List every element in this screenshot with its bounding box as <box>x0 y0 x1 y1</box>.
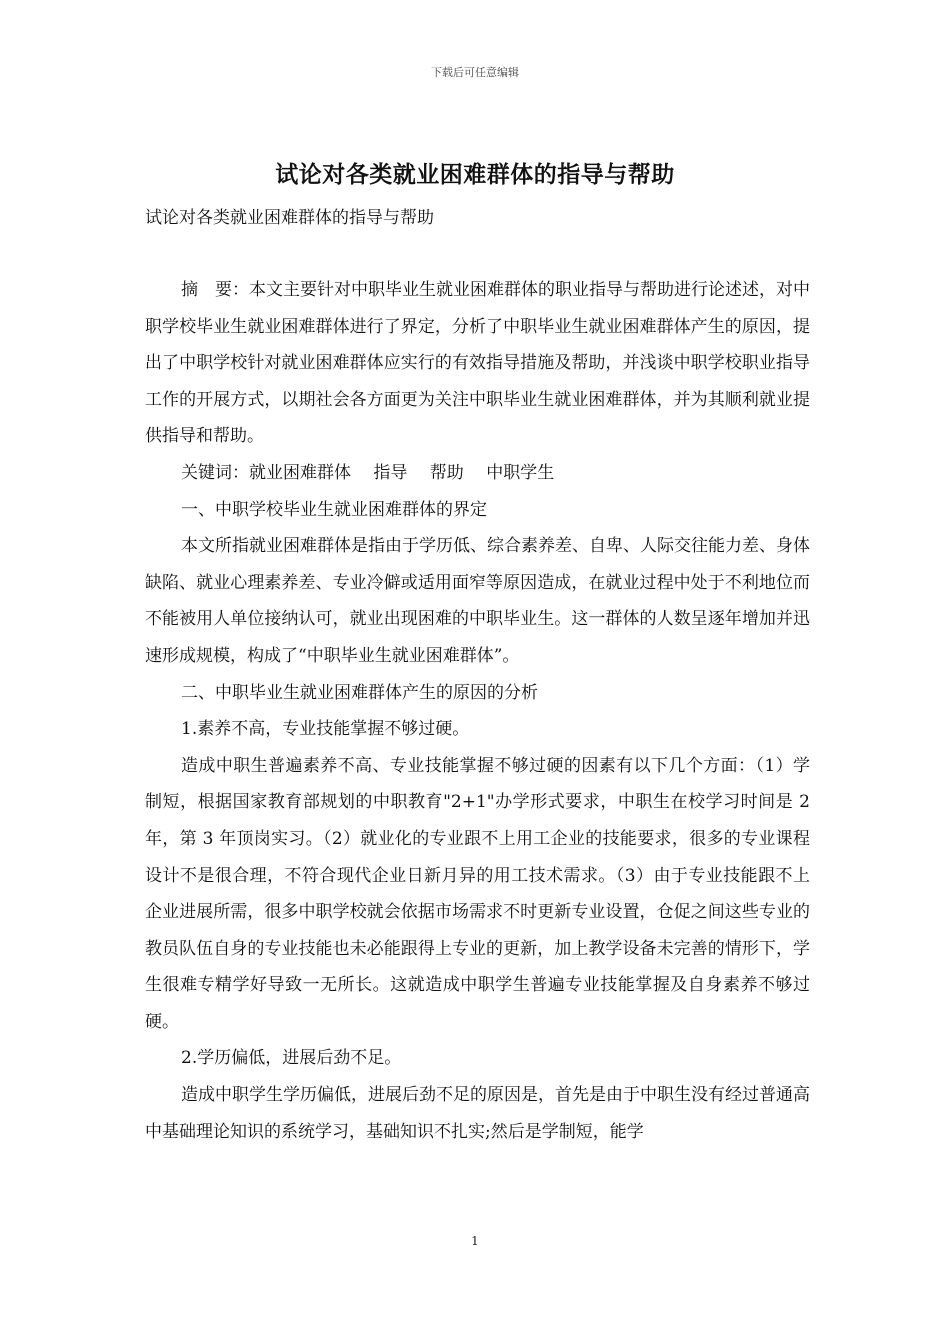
body-paragraph: 造成中职学生学历偏低，进展后劲不足的原因是，首先是由于中职生没有经过普通高中基础理论知识的系统学习，基础知识不扎实;然后是学制短，能学 <box>145 1085 810 1142</box>
subsection-heading-2: 2.学历偏低，进展后劲不足。 <box>181 1048 402 1069</box>
keywords-paragraph: 关键词：就业困难群体 指导 帮助 中职学生 <box>181 462 555 483</box>
document-subtitle: 试论对各类就业困难群体的指导与帮助 <box>145 208 434 228</box>
document-body <box>145 272 810 1150</box>
abstract-paragraph: 摘 要：本文主要针对中职毕业生就业困难群体的职业指导与帮助进行论述述，对中职学校毕业生就业困难群体进行了界定，分析了中职毕业生就业困难群体产生的原因，提出了中职学校针对就业困难群体应实行的有效指导措施及帮助，并浅谈中职学校职业指导工作的开展方式，以期社会各方面更为关注中职毕业生就业困难群体，并为其顺利就业提供指导和帮助。 <box>145 280 810 447</box>
subsection-heading-1: 1.素养不高，专业技能掌握不够过硬。 <box>181 719 470 740</box>
body-paragraph: 造成中职生普遍素养不高、专业技能掌握不够过硬的因素有以下几个方面：（1）学制短，根据国家教育部规划的中职教育"2+1"办学形式要求，中职生在校学习时间是 2 年，第 3 年顶岗实习。（2）就业化的专业跟不上用工企业的技能要求，很多的专业课程设计不是很合理，不符合现代企业日新月异的用工技术需求。（3）由于专业技能跟不上企业进展所需，很多中职学校就会依据市场需求不时更新专业设置，仓促之间这些专业的教员队伍自身的专业技能也未必能跟得上专业的更新，加上教学设备未完善的情形下，学生很难专精学好导致一无所长。这就造成中职学生普遍专业技能掌握及自身素养不够过硬。 <box>145 755 810 1032</box>
body-paragraph: 本文所指就业困难群体是指由于学历低、综合素养差、自卑、人际交往能力差、身体缺陷、就业心理素养差、专业冷僻或适用面窄等原因造成，在就业过程中处于不利地位而不能被用人单位接纳认可，就业出现困难的中职毕业生。这一群体的人数呈逐年增加并迅速形成规模，构成了“中职毕业生就业困难群体”。 <box>145 536 810 666</box>
document-title: 试论对各类就业困难群体的指导与帮助 <box>275 161 675 188</box>
page-number: 1 <box>471 1234 479 1248</box>
section-heading-2: 二、中职毕业生就业困难群体产生的原因的分析 <box>181 682 538 703</box>
section-heading-1: 一、中职学校毕业生就业困难群体的界定 <box>181 499 487 520</box>
page-header: 下载后可任意编辑 <box>431 66 519 79</box>
